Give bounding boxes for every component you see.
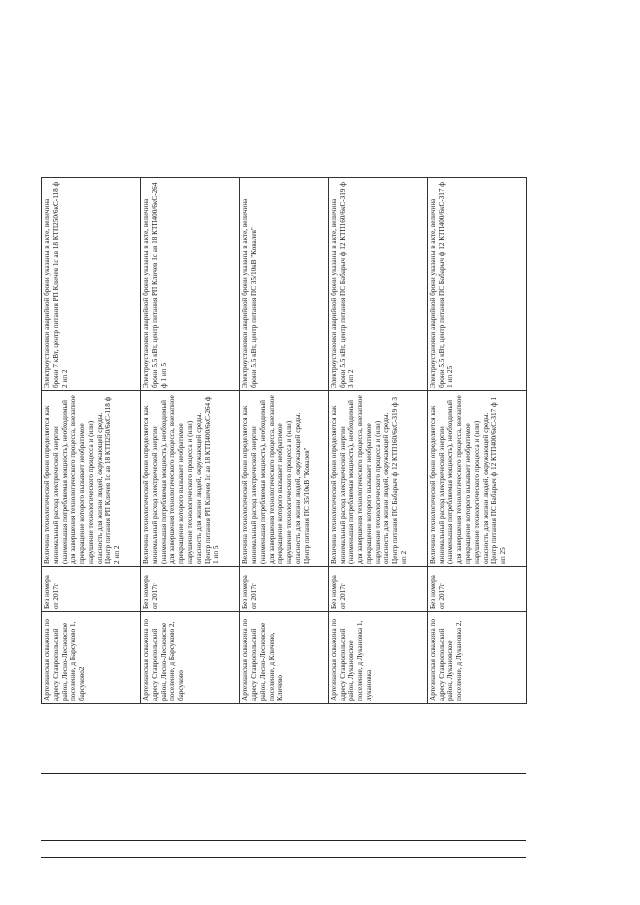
meter-cell: Без номера от 2017г [42, 567, 141, 612]
description-cell: Величина технологической брони определяется как минимальный расход электрической энергии (наименьшая потребляемая мощность), необходимый для завершения технологического процесса, внезапное прекращение которого вызывает необратимое нарушение технологического процесса и (или) опасность для жизни людей, окружающей среды. Центр питания ПС Бабарыч ф 12 КТП160/6кС-319 ф 3 ип 2 [328, 391, 427, 567]
description-cell: Величина технологической брони определяется как минимальный расход электрической энергии (наименьшая потребляемая мощность), необходимый для завершения технологического процесса, внезапное прекращение которого вызывает необратимое нарушение технологического процесса и (или) опасность для жизни людей, окружающей среды. Центр питания РП Кличев 1с ав 18 КТП400/6кС-264 ф 1 ип 5 [141, 391, 240, 567]
location-cell: Артезианская скважина по адресу Ставропольский район, Лукановское поселение, д Лукановка 1, лукановка [328, 612, 427, 704]
horizontal-rule [41, 773, 526, 774]
table-row [240, 178, 329, 704]
description-cell: Величина технологической брони определяется как минимальный расход электрической энергии (наименьшая потребляемая мощность), необходимый для завершения технологического процесса, внезапное прекращение которого вызывает необратимое нарушение технологического процесса и (или) опасность для жизни людей, окружающей среды. Центр питания ПС Бабарыч ф 12 КТП400/6кС-317 ф 1 ип 25 [427, 391, 526, 567]
rotated-table [41, 178, 527, 704]
table-row [141, 178, 240, 704]
horizontal-rule [41, 840, 526, 841]
horizontal-rule [41, 857, 526, 858]
location-cell: Артезианская скважина по адресу Ставропольский район, Лесно-Лесновское поселение, д Барсуково 2, барсуково [141, 612, 240, 704]
armor-table [41, 177, 527, 704]
description-cell: Величина технологической брони определяется как минимальный расход электрической энергии (наименьшая потребляемая мощность), необходимый для завершения технологического процесса, внезапное прекращение которого вызывает необратимое нарушение технологического процесса и (или) опасность для жизни людей, окружающей среды. Центр питания ПС 35/10кВ "Ковалев" [240, 391, 329, 567]
meter-cell: Без номера от 2017г [328, 567, 427, 612]
armor-cell: Электроустановки аварийной брони указаны в акте, величина брони 5.5 кВт, центр питания ПС 35/10кВ "Ковалев" [240, 178, 329, 391]
meter-cell: Без номера от 2017г [427, 567, 526, 612]
table-row [42, 178, 141, 704]
armor-cell: Электроустановки аварийной брони указаны в акте, величина брони 7 кВт, центр питания РП Кличев 1с ав 18 КТП250/6кС-118 ф 2 ип 2 [42, 178, 141, 391]
armor-cell: Электроустановки аварийной брони указаны в акте, величина брони 5.5 кВт, центр питания ПС Бабарыч ф 12 КТП160/6кС-319 ф 3 ип 2 [328, 178, 427, 391]
armor-cell: Электроустановки аварийной брони указаны в акте, величина брони 5.5 кВт, центр питания РП Кличев 1с ав 18 КТП400/6кС-264 ф 1 ип 5 [141, 178, 240, 391]
location-cell: Артезианская скважина по адресу Ставропольский район, Лесно-Лесновское поселение, д Барсуково 1, барсуково2 [42, 612, 141, 704]
meter-cell: Без номера от 2017г [141, 567, 240, 612]
armor-cell: Электроустановки аварийной брони указаны в акте, величина брони 5.5 кВт, центр питания ПС Бабарыч ф 12 КТП400/6кС-317 ф 1 ип 25 [427, 178, 526, 391]
meter-cell: Без номера от 2017г [240, 567, 329, 612]
table-row [328, 178, 427, 704]
location-cell: Артезианская скважина по адресу Ставропольский район, Лукановское поселение, д Лукановка 2, [427, 612, 526, 704]
table-row [427, 178, 526, 704]
description-cell: Величина технологической брони определяется как минимальный расход электрической энергии (наименьшая потребляемая мощность), необходимый для завершения технологического процесса, внезапное прекращение которого вызывает необратимое нарушение технологического процесса и (или) опасность для жизни людей, окружающей среды. Центр питания РП Кличев 1с ав 18 КТП250/6кС-118 ф 2 ип 2 [42, 391, 141, 567]
location-cell: Артезианская скважина по адресу Ставропольский район, Лесно-Лесновское поселение, д Кличево, Кличево [240, 612, 329, 704]
